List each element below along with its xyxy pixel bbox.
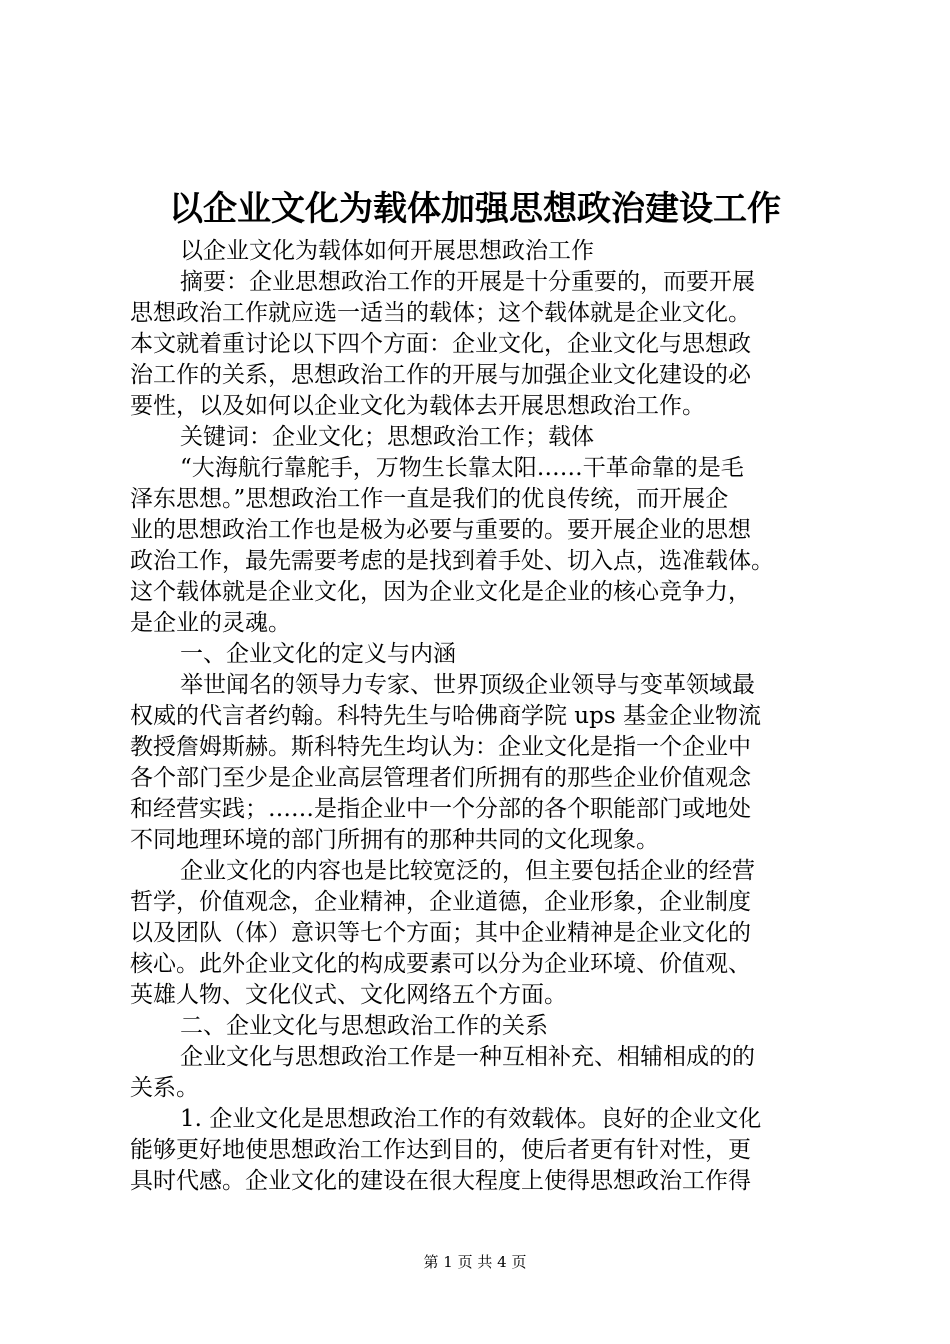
- text-line: 泽东思想。”思想政治工作一直是我们的优良传统，而开展企: [130, 486, 729, 512]
- text-line: 一、企业文化的定义与内涵: [180, 641, 456, 667]
- document-title: 以企业文化为载体加强思想政治建设工作: [169, 189, 781, 229]
- text-line: 治工作的关系，思想政治工作的开展与加强企业文化建设的必: [130, 362, 751, 388]
- text-line: 举世闻名的领导力专家、世界顶级企业领导与变革领域最: [180, 672, 755, 698]
- text-line: 教授詹姆斯赫。斯科特先生均认为：企业文化是指一个企业中: [130, 734, 751, 760]
- text-line: 不同地理环境的部门所拥有的那种共同的文化现象。: [130, 827, 659, 853]
- text-line: 以及团队（体）意识等七个方面；其中企业精神是企业文化的: [130, 920, 751, 946]
- text-line: 关系。: [130, 1075, 199, 1101]
- text-line: 本文就着重讨论以下四个方面：企业文化，企业文化与思想政: [130, 331, 751, 357]
- text-line: 摘要：企业思想政治工作的开展是十分重要的，而要开展: [180, 269, 755, 295]
- text-line: 这个载体就是企业文化，因为企业文化是企业的核心竞争力，: [130, 579, 751, 605]
- text-line: 是企业的灵魂。: [130, 610, 291, 636]
- text-line: 以企业文化为载体如何开展思想政治工作: [180, 238, 594, 264]
- text-line: 关键词：企业文化；思想政治工作；载体: [180, 424, 594, 450]
- text-line: 核心。此外企业文化的构成要素可以分为企业环境、价值观、: [130, 951, 751, 977]
- text-line: 能够更好地使思想政治工作达到目的，使后者更有针对性，更: [130, 1137, 751, 1163]
- text-line: 和经营实践；……是指企业中一个分部的各个职能部门或地处: [130, 796, 751, 822]
- text-line: 政治工作，最先需要考虑的是找到着手处、切入点，选准载体。: [130, 548, 774, 574]
- text-line: “大海航行靠舵手，万物生长靠太阳……干革命靠的是毛: [180, 455, 744, 481]
- text-line: 哲学，价值观念，企业精神，企业道德，企业形象，企业制度: [130, 889, 751, 915]
- text-line: 要性，以及如何以企业文化为载体去开展思想政治工作。: [130, 393, 705, 419]
- text-line: 1. 企业文化是思想政治工作的有效载体。良好的企业文化: [180, 1106, 762, 1132]
- text-line: 企业文化与思想政治工作是一种互相补充、相辅相成的的: [180, 1044, 755, 1070]
- document-body: [130, 236, 830, 1197]
- text-line: 企业文化的内容也是比较宽泛的，但主要包括企业的经营: [180, 858, 755, 884]
- text-line: 思想政治工作就应选一适当的载体；这个载体就是企业文化。: [130, 300, 751, 326]
- text-line: 权威的代言者约翰。科特先生与哈佛商学院 ups 基金企业物流: [130, 703, 761, 729]
- text-line: 英雄人物、文化仪式、文化网络五个方面。: [130, 982, 567, 1008]
- page-footer: 第 1 页 共 4 页: [423, 1253, 527, 1271]
- text-line: 业的思想政治工作也是极为必要与重要的。要开展企业的思想: [130, 517, 751, 543]
- text-line: 二、企业文化与思想政治工作的关系: [180, 1013, 548, 1039]
- text-line: 具时代感。企业文化的建设在很大程度上使得思想政治工作得: [130, 1168, 751, 1194]
- text-line: 各个部门至少是企业高层管理者们所拥有的那些企业价值观念: [130, 765, 751, 791]
